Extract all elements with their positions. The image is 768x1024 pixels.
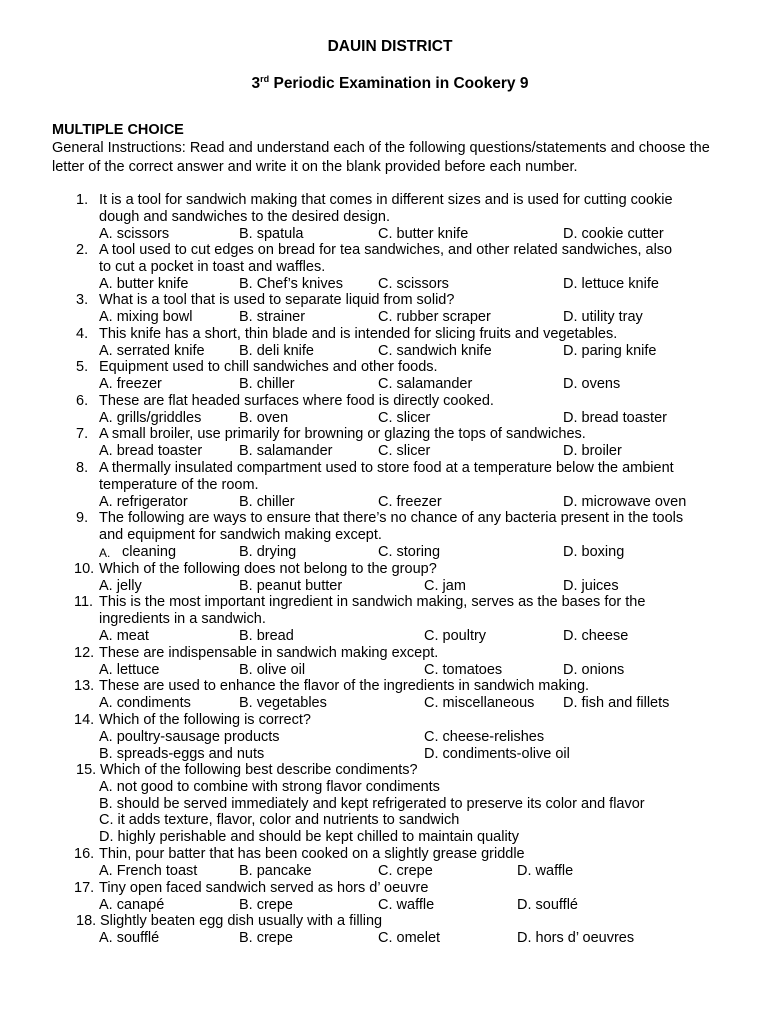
question-text: Which of the following does not belong to the group? <box>99 561 437 577</box>
answer-option: D. cheese <box>563 627 629 644</box>
general-instructions: General Instructions: Read and understand each of the following questions/statements and choose the letter of the correct answer and write it on the blank provided before each number. <box>52 140 710 175</box>
exam-ordinal: 3 <box>251 75 261 93</box>
answer-option: A. condiments <box>99 694 191 711</box>
question-text: Equipment used to chill sandwiches and other foods. <box>99 359 438 375</box>
answer-option: A. canapé <box>99 896 165 913</box>
question-text: temperature of the room. <box>99 476 259 493</box>
answer-option: C. rubber scraper <box>378 308 491 325</box>
answer-option: cleaning <box>122 543 177 560</box>
question-text: These are flat headed surfaces where food is directly cooked. <box>99 393 494 409</box>
answer-option: D. waffle <box>517 862 574 879</box>
exam-title-rest: Periodic Examination in Cookery 9 <box>269 75 529 93</box>
answer-option: C. freezer <box>378 493 442 510</box>
answer-option: B. deli knife <box>239 342 314 359</box>
answer-option: D. microwave oven <box>563 493 687 510</box>
question-text: Which of the following is correct? <box>99 712 311 728</box>
answer-option: A. jelly <box>99 577 142 594</box>
answer-option: B. salamander <box>239 442 333 459</box>
question-number: 6. <box>76 393 89 409</box>
question-number: 5. <box>76 359 89 375</box>
question-number: 13. <box>74 678 95 694</box>
answer-option: B. strainer <box>239 308 306 325</box>
answer-option: B. bread <box>239 627 294 644</box>
question-number: 17. <box>74 880 95 896</box>
question-number: 9. <box>76 510 89 526</box>
answer-option: D. broiler <box>563 442 622 459</box>
answer-option: C. slicer <box>378 409 431 426</box>
question-text: Tiny open faced sandwich served as hors d’ oeuvre <box>99 880 429 896</box>
question-number: 18. <box>76 913 97 929</box>
question-text: and equipment for sandwich making except. <box>99 526 382 543</box>
answer-option: A. poultry-sausage products <box>99 728 280 745</box>
answer-option: D. ovens <box>563 375 621 392</box>
exam-ordinal-suffix: rd <box>260 74 270 84</box>
question-text: It is a tool for sandwich making that comes in different sizes and is used for cutting cookie <box>99 192 673 208</box>
answer-option: C. storing <box>378 543 441 560</box>
question-text: Thin, pour batter that has been cooked on a slightly grease griddle <box>99 846 525 862</box>
answer-option: A. butter knife <box>99 275 189 292</box>
answer-option: D. soufflé <box>517 896 578 913</box>
answer-option: C. it adds texture, flavor, color and nutrients to sandwich <box>99 812 460 829</box>
answer-option: B. should be served immediately and kept refrigerated to preserve its color and flavor <box>99 795 645 812</box>
answer-option: C. scissors <box>378 275 449 292</box>
answer-option: A. lettuce <box>99 661 160 678</box>
question-number: 4. <box>76 326 89 342</box>
answer-option: B. crepe <box>239 929 293 946</box>
answer-option: A. freezer <box>99 375 162 392</box>
answer-option: C. waffle <box>378 896 435 913</box>
answer-option: A. not good to combine with strong flavor condiments <box>99 778 440 795</box>
answer-option: B. oven <box>239 409 289 426</box>
answer-option: B. pancake <box>239 862 312 879</box>
answer-option: C. salamander <box>378 375 473 392</box>
answer-option: A. French toast <box>99 862 198 879</box>
answer-option: A. mixing bowl <box>99 308 193 325</box>
answer-option: C. cheese-relishes <box>424 728 545 745</box>
question-text: A thermally insulated compartment used to store food at a temperature below the ambient <box>99 460 674 476</box>
answer-option: A. grills/griddles <box>99 409 202 426</box>
answer-option: B. spatula <box>239 225 304 242</box>
question-text: The following are ways to ensure that there’s no chance of any bacteria present in the tools <box>99 510 684 526</box>
district-title: DAUIN DISTRICT <box>327 38 453 55</box>
answer-option: C. crepe <box>378 862 433 879</box>
answer-option: B. vegetables <box>239 694 327 711</box>
answer-option: D. cookie cutter <box>563 225 664 242</box>
section-title: MULTIPLE CHOICE <box>52 122 184 138</box>
question-number: 16. <box>74 846 95 862</box>
question-text: Slightly beaten egg dish usually with a filling <box>100 913 383 929</box>
answer-option: D. hors d’ oeuvres <box>517 929 635 946</box>
question-text: A small broiler, use primarily for browning or glazing the tops of sandwiches. <box>99 426 586 442</box>
question-number: 8. <box>76 460 89 476</box>
question-text: A tool used to cut edges on bread for tea sandwiches, and other related sandwiches, also <box>99 242 673 258</box>
answer-option: C. tomatoes <box>424 661 503 678</box>
answer-option: A. bread toaster <box>99 442 203 459</box>
answer-option: D. condiments-olive oil <box>424 745 570 762</box>
answer-option: C. slicer <box>378 442 431 459</box>
answer-option: D. lettuce knife <box>563 275 659 292</box>
answer-option: D. boxing <box>563 543 625 560</box>
answer-option: C. omelet <box>378 929 441 946</box>
answer-option: A. soufflé <box>99 929 160 946</box>
question-text: ingredients in a sandwich. <box>99 610 266 627</box>
answer-option: D. juices <box>563 577 619 594</box>
answer-option: B. spreads-eggs and nuts <box>99 745 265 762</box>
answer-option: C. butter knife <box>378 225 469 242</box>
answer-option: B. drying <box>239 543 297 560</box>
answer-option: A. meat <box>99 627 149 644</box>
question-text: Which of the following best describe condiments? <box>100 762 418 778</box>
answer-option: B. peanut butter <box>239 577 343 594</box>
answer-option: D. highly perishable and should be kept chilled to maintain quality <box>99 829 519 846</box>
question-text: dough and sandwiches to the desired design. <box>99 208 391 225</box>
answer-option: B. olive oil <box>239 661 306 678</box>
question-number: 14. <box>74 712 95 728</box>
question-number: 3. <box>76 292 89 308</box>
answer-option: D. bread toaster <box>563 409 667 426</box>
question-text: This knife has a short, thin blade and is intended for slicing fruits and vegetables. <box>99 326 618 342</box>
answer-option: A. refrigerator <box>99 493 188 510</box>
answer-option: B. crepe <box>239 896 293 913</box>
answer-option: B. Chef’s knives <box>239 275 343 292</box>
answer-option: D. fish and fillets <box>563 694 670 711</box>
question-text: These are used to enhance the flavor of the ingredients in sandwich making. <box>99 678 590 694</box>
answer-option: C. sandwich knife <box>378 342 492 359</box>
question-number: 2. <box>76 242 89 258</box>
answer-option: C. poultry <box>424 627 487 644</box>
answer-option: D. utility tray <box>563 308 643 325</box>
answer-option: A. scissors <box>99 225 170 242</box>
answer-option: D. onions <box>563 661 625 678</box>
answer-option: C. jam <box>424 577 466 594</box>
answer-option: D. paring knife <box>563 342 657 359</box>
answer-option: B. chiller <box>239 375 295 392</box>
question-text: These are indispensable in sandwich making except. <box>99 645 439 661</box>
question-number: 10. <box>74 561 95 577</box>
question-text: What is a tool that is used to separate liquid from solid? <box>99 292 455 308</box>
question-number: 12. <box>74 645 95 661</box>
answer-option: A. <box>99 546 111 561</box>
question-number: 7. <box>76 426 89 442</box>
question-number: 1. <box>76 192 89 208</box>
question-text: to cut a pocket in toast and waffles. <box>99 258 326 275</box>
answer-option: C. miscellaneous <box>424 694 535 711</box>
question-text: This is the most important ingredient in sandwich making, serves as the bases for the <box>99 594 646 610</box>
answer-option: B. chiller <box>239 493 295 510</box>
question-number: 15. <box>76 762 97 778</box>
answer-option: A. serrated knife <box>99 342 205 359</box>
question-number: 11. <box>74 594 94 610</box>
